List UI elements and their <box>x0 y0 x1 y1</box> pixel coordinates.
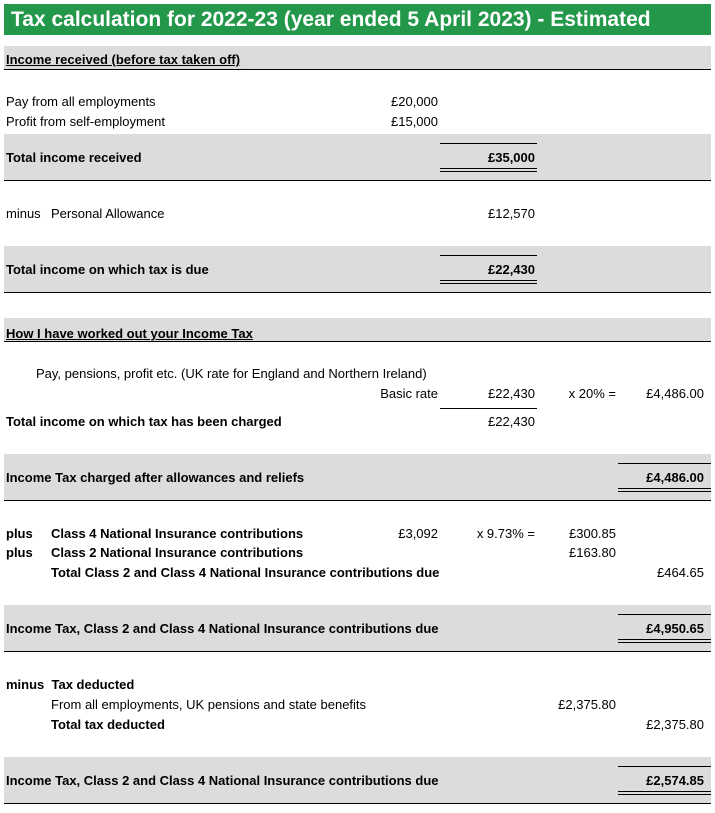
nic-total-value: £464.65 <box>657 565 704 580</box>
pay-label: Pay from all employments <box>6 94 156 109</box>
deducted-total-value: £2,375.80 <box>646 717 704 732</box>
total-income-value: £35,000 <box>488 150 535 165</box>
tax-charged-value: £22,430 <box>488 414 535 429</box>
divider <box>618 614 711 615</box>
class2-prefix: plus <box>6 545 33 560</box>
divider <box>4 341 711 342</box>
combined-due-value: £4,950.65 <box>646 621 704 636</box>
after-reliefs-value: £4,486.00 <box>646 470 704 485</box>
profit-value: £15,000 <box>391 114 438 129</box>
nic-total-label: Total Class 2 and Class 4 National Insurance contributions due <box>51 565 440 580</box>
band-amount: £22,430 <box>488 386 535 401</box>
class4-prefix: plus <box>6 526 33 541</box>
tax-deducted-heading: minus Tax deducted <box>6 677 135 692</box>
income-tax-heading: How I have worked out your Income Tax <box>6 326 253 341</box>
profit-label: Profit from self-employment <box>6 114 165 129</box>
income-tax-description: Pay, pensions, profit etc. (UK rate for England and Northern Ireland) <box>36 366 427 381</box>
deducted-source-label: From all employments, UK pensions and state benefits <box>51 697 367 712</box>
allowance-value: £12,570 <box>488 206 535 221</box>
double-underline <box>618 488 711 492</box>
total-income-label: Total income received <box>6 150 142 165</box>
band-rate: x 20% = <box>568 386 616 401</box>
double-underline <box>618 639 711 643</box>
class4-rate: x 9.73% = <box>476 526 535 541</box>
band-tax: £4,486.00 <box>646 386 704 401</box>
divider <box>4 69 711 70</box>
allowance-prefix: minus <box>6 206 41 221</box>
divider <box>4 180 711 181</box>
income-heading: Income received (before tax taken off) <box>6 52 241 67</box>
class4-value: £300.85 <box>569 526 616 541</box>
double-underline <box>440 168 537 172</box>
double-underline <box>440 280 537 284</box>
combined-due-label: Income Tax, Class 2 and Class 4 National Insurance contributions due <box>6 621 439 636</box>
final-due-value: £2,574.85 <box>646 773 704 788</box>
divider <box>440 408 537 409</box>
class4-amount: £3,092 <box>398 526 438 541</box>
class2-label: Class 2 National Insurance contributions <box>51 545 304 560</box>
divider <box>440 143 537 144</box>
divider <box>4 651 711 652</box>
divider <box>440 255 537 256</box>
page-title: Tax calculation for 2022-23 (year ended 5 April 2023) - Estimated <box>4 4 711 35</box>
double-underline <box>618 791 711 795</box>
divider <box>4 292 711 293</box>
divider <box>4 803 711 804</box>
band-label: Basic rate <box>380 386 438 401</box>
divider <box>618 463 711 464</box>
divider <box>4 500 711 501</box>
class2-value: £163.80 <box>569 545 616 560</box>
taxable-income-value: £22,430 <box>488 262 535 277</box>
final-due-label: Income Tax, Class 2 and Class 4 National Insurance contributions due <box>6 773 439 788</box>
pay-value: £20,000 <box>391 94 438 109</box>
taxable-income-label: Total income on which tax is due <box>6 262 209 277</box>
divider <box>618 766 711 767</box>
tax-charged-label: Total income on which tax has been charged <box>6 414 282 429</box>
after-reliefs-label: Income Tax charged after allowances and reliefs <box>6 470 305 485</box>
class4-label: Class 4 National Insurance contributions <box>51 526 304 541</box>
deducted-total-label: Total tax deducted <box>51 717 165 732</box>
deducted-source-value: £2,375.80 <box>558 697 616 712</box>
allowance-label: Personal Allowance <box>51 206 165 221</box>
